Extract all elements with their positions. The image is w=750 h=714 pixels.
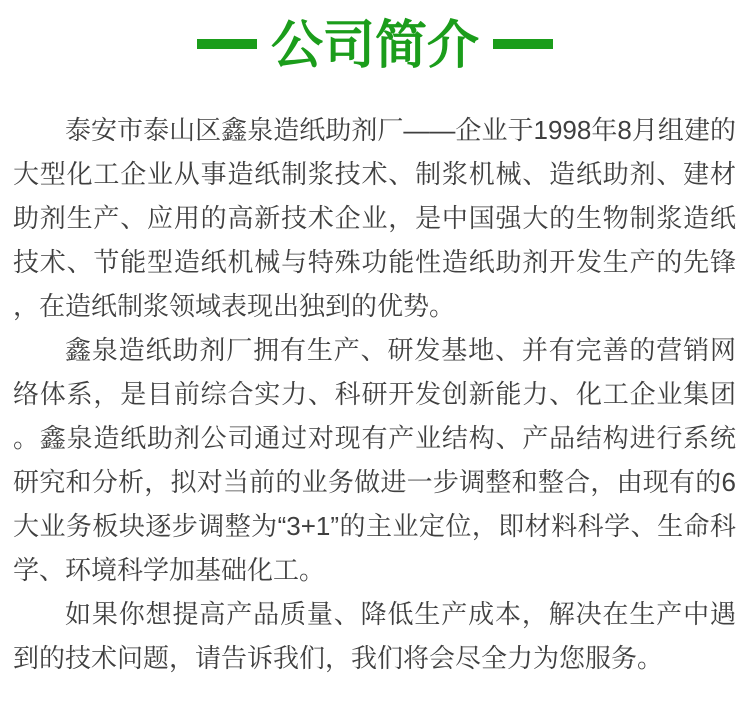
paragraph-business-structure: 鑫泉造纸助剂厂拥有生产、研发基地、并有完善的营销网络体系，是目前综合实力、科研开发创新能力、化工企业集团。鑫泉造纸助剂公司通过对现有产业结构、产品结构进行系统研究和分析，拟对当前的业务做进一步调整和整合，由现有的6大业务板块逐步调整为“3+1”的主业定位，即材料科学、生命科学、环境科学加基础化工。 <box>13 335 736 586</box>
title-dash-left-icon <box>197 39 257 49</box>
paragraph-company-overview: 泰安市泰山区鑫泉造纸助剂厂——企业于1998年8月组建的大型化工企业从事造纸制浆技术、制浆机械、造纸助剂、建材助剂生产、应用的高新技术企业，是中国强大的生物制浆造纸技术、节能型造纸机械与特殊功能性造纸助剂开发生产的先锋，在造纸制浆领域表现出独到的优势。 <box>13 115 736 322</box>
company-intro-text <box>0 108 750 680</box>
title-dash-right-icon <box>493 39 553 49</box>
page-title <box>0 14 750 75</box>
page-title-text: 公司简介 <box>270 17 479 76</box>
paragraph-service-promise: 如果你想提高产品质量、降低生产成本，解决在生产中遇到的技术问题，请告诉我们，我们将会尽全力为您服务。 <box>13 599 736 674</box>
